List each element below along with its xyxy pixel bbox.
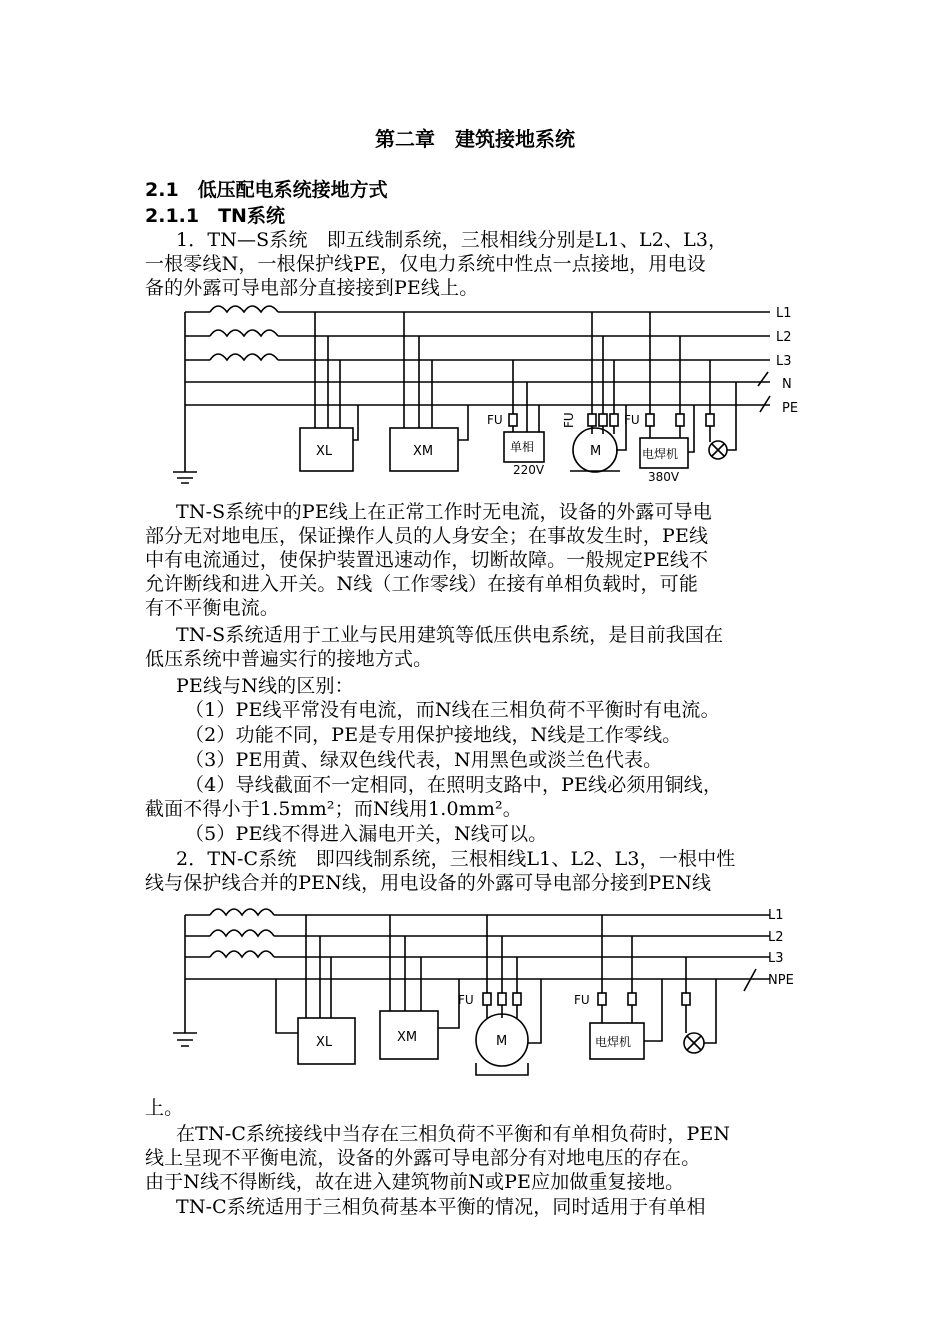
para2-line1: TN-S系统中的PE线上在正常工作时无电流，设备的外露可导电 — [176, 501, 712, 523]
fig2-load-xm: XM — [397, 1030, 418, 1045]
list-item-1: （1）PE线平常没有电流，而N线在三相负荷不平衡时有电流。 — [185, 699, 720, 721]
fig1-label-l3: L3 — [776, 354, 792, 369]
fig2-label-npe: NPE — [768, 973, 794, 988]
fig1-load-welder: 电焊机 — [642, 447, 679, 461]
fig1-fu-2: FU — [562, 412, 576, 428]
fig1-label-n: N — [782, 377, 792, 392]
para2-line4: 允许断线和进入开关。N线（工作零线）在接有单相负载时，可能 — [145, 573, 698, 595]
para1-line3: 备的外露可导电部分直接接到PE线上。 — [145, 277, 479, 299]
para3-line1: TN-S系统适用于工业与民用建筑等低压供电系统，是目前我国在 — [176, 624, 724, 646]
tn-c-diagram — [170, 903, 810, 1088]
fig1-label-pe: PE — [782, 401, 799, 416]
para2-line3: 中有电流通过，使保护装置迅速动作，切断故障。一般规定PE线不 — [145, 549, 709, 571]
para1-line2: 一根零线N，一根保护线PE，仅电力系统中性点一点接地，用电设 — [145, 253, 706, 275]
list-item-3: （3）PE用黄、绿双色线代表，N用黑色或淡兰色代表。 — [185, 749, 663, 771]
tn-s-diagram — [170, 300, 810, 490]
para1-line1: 1．TN—S系统 即五线制系统，三根相线分别是L1、L2、L3， — [176, 229, 728, 251]
fig1-220v: 220V — [513, 463, 545, 477]
fig2-label-l3: L3 — [768, 951, 784, 966]
fig1-380v: 380V — [648, 470, 680, 484]
para4: PE线与N线的区别： — [176, 675, 354, 697]
fig1-fu-1: FU — [487, 413, 503, 427]
para6-line2: 线上呈现不平衡电流，设备的外露可导电部分有对地电压的存在。 — [145, 1147, 701, 1169]
para6-line3: 由于N线不得断线，故在进入建筑物前N或PE应加做重复接地。 — [145, 1171, 685, 1193]
fig2-fu-2: FU — [574, 993, 590, 1007]
fig2-label-l1: L1 — [768, 908, 784, 923]
fig1-fu-3: FU — [624, 413, 640, 427]
chapter-title: 第二章 建筑接地系统 — [375, 127, 575, 151]
fig2-load-welder: 电焊机 — [595, 1035, 632, 1049]
subsection-heading: 2.1.1 TN系统 — [145, 205, 285, 227]
para5-end: 上。 — [145, 1097, 184, 1119]
list-item-5: （5）PE线不得进入漏电开关，N线可以。 — [185, 823, 548, 845]
para5-line1: 2．TN-C系统 即四线制系统，三根相线L1、L2、L3，一根中性 — [176, 848, 736, 870]
fig1-label-l2: L2 — [776, 330, 792, 345]
para7: TN-C系统适用于三相负荷基本平衡的情况，同时适用于有单相 — [176, 1196, 706, 1218]
fig1-load-single: 单相 — [510, 440, 535, 454]
fig1-load-m: M — [590, 444, 602, 459]
fig2-load-m: M — [496, 1034, 508, 1049]
section-heading: 2.1 低压配电系统接地方式 — [145, 179, 388, 201]
fig2-load-xl: XL — [316, 1035, 333, 1050]
fig1-load-xl: XL — [316, 444, 333, 459]
para2-line2: 部分无对地电压，保证操作人员的人身安全；在事故发生时，PE线 — [145, 525, 709, 547]
list-item-4: （4）导线截面不一定相同，在照明支路中，PE线必须用铜线， — [185, 774, 723, 796]
list-item-2: （2）功能不同，PE是专用保护接地线，N线是工作零线。 — [185, 724, 682, 746]
para3-line2: 低压系统中普遍实行的接地方式。 — [145, 648, 433, 670]
list-item-4-cont: 截面不得小于1.5mm²；而N线用1.0mm²。 — [145, 798, 522, 820]
para2-line5: 有不平衡电流。 — [145, 597, 280, 619]
fig2-label-l2: L2 — [768, 930, 784, 945]
para5-line2: 线与保护线合并的PEN线，用电设备的外露可导电部分接到PEN线 — [145, 872, 712, 894]
fig1-label-l1: L1 — [776, 306, 792, 321]
para6-line1: 在TN-C系统接线中当存在三相负荷不平衡和有单相负荷时，PEN — [176, 1123, 731, 1145]
fig1-load-xm: XM — [413, 444, 434, 459]
fig2-fu-1: FU — [458, 993, 474, 1007]
